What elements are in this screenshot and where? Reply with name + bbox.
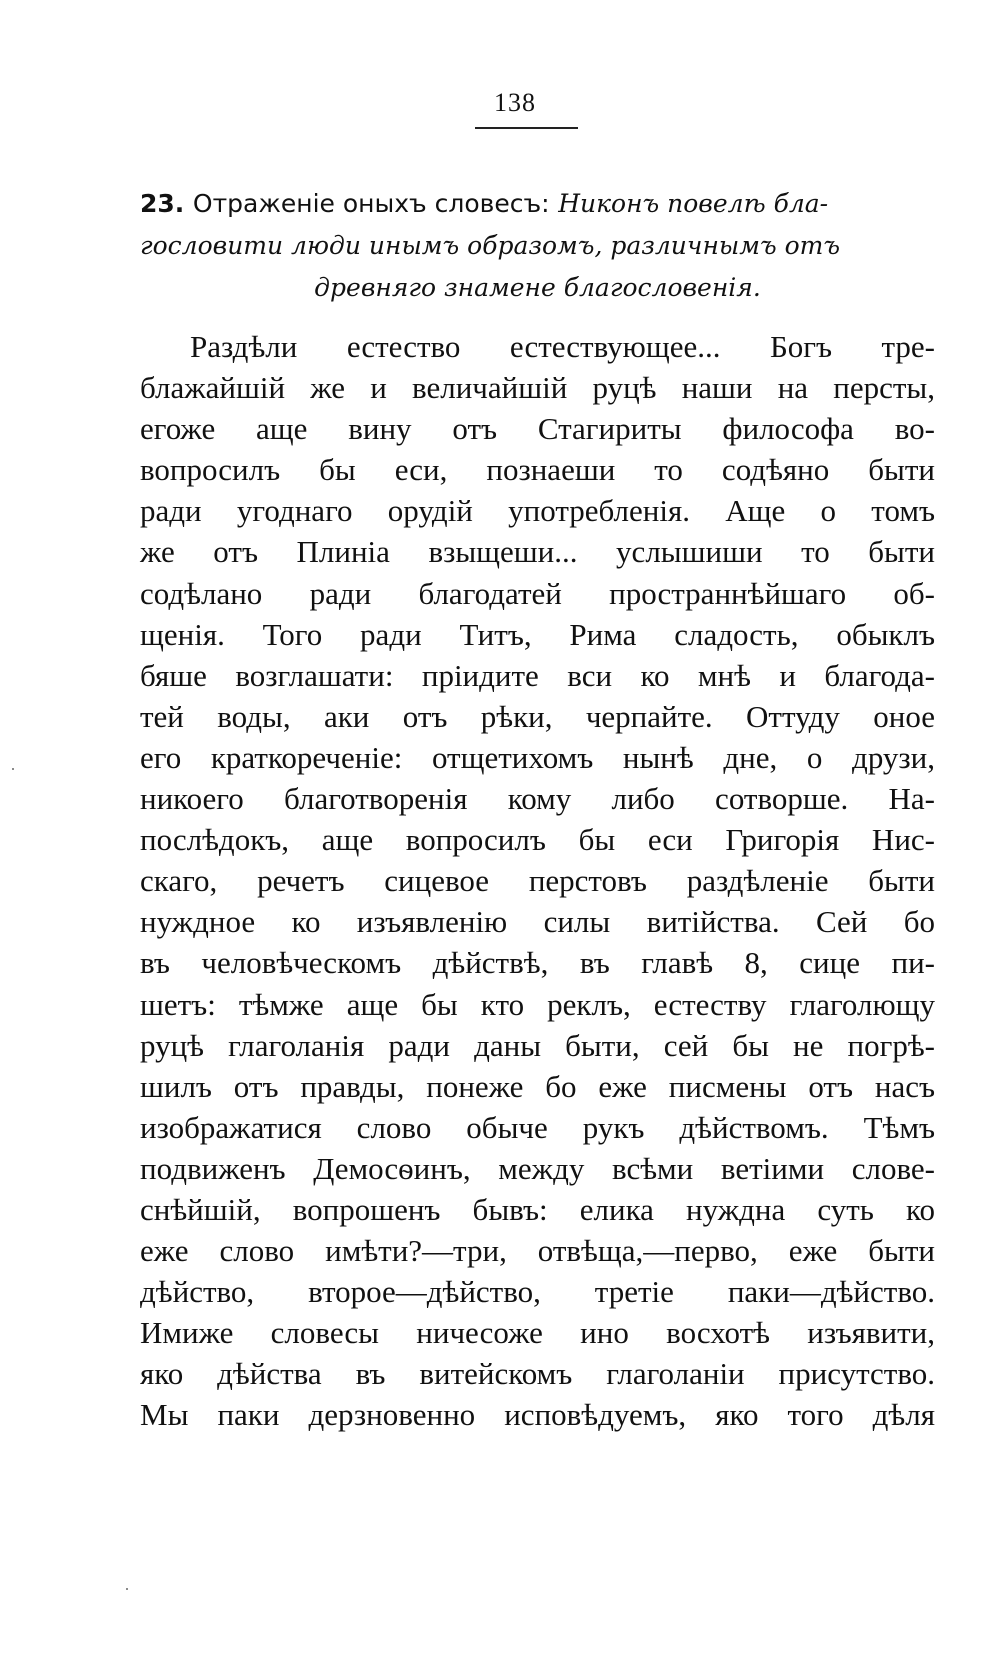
text-line: же отъ Плиніа взыщеши... услышиши то быти bbox=[140, 534, 935, 570]
text-line: шетъ: тѣмже аще бы кто реклъ, естеству глаголющу bbox=[140, 986, 935, 1022]
text-line: въ человѣческомъ дѣйствѣ, въ главѣ 8, сице пи- bbox=[140, 945, 935, 981]
text-line: щенія. Того ради Титъ, Рима сладость, обыклъ bbox=[140, 616, 935, 652]
text-line: дѣйство, второе—дѣйство, третіе паки—дѣйство. bbox=[140, 1274, 935, 1310]
heading-line-2 bbox=[140, 225, 935, 267]
section-heading bbox=[140, 183, 935, 309]
text-line: никоего благотворенія кому либо сотворше. На- bbox=[140, 781, 935, 817]
page-number-rule bbox=[475, 127, 578, 129]
text-line: скаго, речетъ сицевое перстовъ раздѣленіе быти bbox=[140, 863, 935, 899]
text-line: егоже аще вину отъ Стагириты философа во- bbox=[140, 411, 935, 447]
scan-speck bbox=[126, 1588, 128, 1590]
heading-line-3 bbox=[140, 267, 935, 309]
section-title: Отраженіе оныхъ словесъ: bbox=[192, 189, 550, 218]
section-quote-part-1: Никонъ повелѣ бла- bbox=[558, 189, 829, 218]
text-line: его краткореченіе: отщетихомъ нынѣ дне, о друзи, bbox=[140, 739, 935, 775]
text-line: подвиженъ Демосѳинъ, между всѣми ветіими слове- bbox=[140, 1150, 935, 1186]
section-number: 23. bbox=[140, 189, 185, 218]
text-line: еже слово имѣти?—три, отвѣща,—перво, еже быти bbox=[140, 1233, 935, 1269]
text-line: Имиже словесы ничесоже ино восхотѣ изъявити, bbox=[140, 1315, 935, 1351]
section-quote-part-3: древняго знамене благословенія. bbox=[314, 273, 761, 302]
text-line: изображатися слово обыче рукъ дѣйствомъ. Тѣмъ bbox=[140, 1109, 935, 1145]
text-line: руцѣ глаголанія ради даны быти, сей бы не погрѣ- bbox=[140, 1027, 935, 1063]
text-line: послѣдокъ, аще вопросилъ бы еси Григорія Нис- bbox=[140, 822, 935, 858]
text-line: вопросилъ бы еси, познаеши то содѣяно быти bbox=[140, 452, 935, 488]
section-quote-part-2: гословити люди инымъ образомъ, различнымъ отъ bbox=[140, 231, 841, 260]
text-line: Мы паки дерзновенно исповѣдуемъ, яко того дѣля bbox=[140, 1397, 935, 1433]
text-line: снѣйшій, вопрошенъ бывъ: елика нуждна суть ко bbox=[140, 1191, 935, 1227]
text-line: тей воды, аки отъ рѣки, черпайте. Оттуду оное bbox=[140, 698, 935, 734]
page-number: 138 bbox=[494, 88, 536, 117]
text-line: содѣлано ради благодатей пространнѣйшаго об- bbox=[140, 575, 935, 611]
text-line: яко дѣйства въ витейскомъ глаголаніи присутство. bbox=[140, 1356, 935, 1392]
text-line: блажайшій же и величайшій руцѣ наши на персты, bbox=[140, 370, 935, 406]
heading-line-1 bbox=[140, 183, 935, 225]
body-text bbox=[140, 326, 935, 1436]
text-line: ради угоднаго орудій употребленія. Аще о томъ bbox=[140, 493, 935, 529]
scan-speck bbox=[12, 768, 14, 770]
text-line: нуждное ко изъявленію силы витійства. Сей бо bbox=[140, 904, 935, 940]
text-line: шилъ отъ правды, понеже бо еже писмены отъ насъ bbox=[140, 1068, 935, 1104]
text-line: бяше возглашати: пріидите вси ко мнѣ и благода- bbox=[140, 657, 935, 693]
text-line: Раздѣли естество естествующее... Богъ тре- bbox=[190, 329, 935, 364]
